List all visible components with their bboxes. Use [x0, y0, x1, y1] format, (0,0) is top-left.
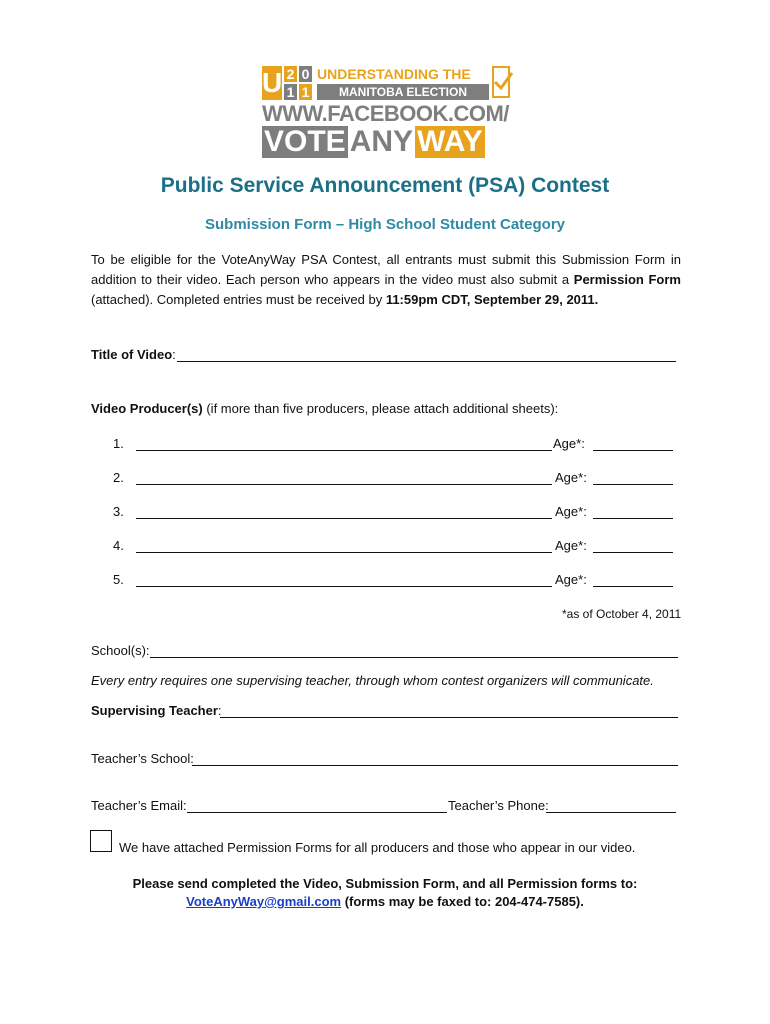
intro-text: (attached). Completed entries must be received by	[91, 292, 386, 307]
producer-number: 3.	[113, 504, 124, 519]
producer-name-field[interactable]	[136, 552, 552, 553]
permission-checkbox-label: We have attached Permission Forms for all producers and those who appear in our video.	[119, 840, 636, 855]
logo-digit: 1	[284, 84, 297, 100]
logo-line-understanding: UNDERSTANDING THE	[317, 66, 471, 82]
supervising-teacher-row	[91, 703, 222, 719]
checkmark-icon	[492, 66, 510, 98]
producer-age-field[interactable]	[593, 586, 673, 587]
page-title: Public Service Announcement (PSA) Contest	[160, 174, 610, 197]
teachers-school-field[interactable]	[192, 765, 678, 766]
footer-contact	[0, 894, 770, 909]
logo-u: U	[262, 67, 283, 98]
logo-any-part: ANY	[349, 125, 414, 158]
age-label: Age*:	[555, 504, 587, 519]
teachers-phone-label: Teacher’s Phone:	[448, 798, 549, 813]
producer-number: 4.	[113, 538, 124, 553]
teachers-email-field[interactable]	[187, 812, 447, 813]
producer-number: 2.	[113, 470, 124, 485]
producer-number: 1.	[113, 436, 124, 451]
colon: :	[172, 347, 176, 362]
email-link[interactable]: VoteAnyWay@gmail.com	[186, 894, 342, 909]
logo-vote-part: VOTE	[264, 125, 346, 158]
producer-age-field[interactable]	[593, 484, 673, 485]
page-subtitle: Submission Form – High School Student Category	[204, 216, 566, 233]
producer-age-field[interactable]	[593, 518, 673, 519]
intro-permission-form: Permission Form	[573, 272, 681, 287]
producer-name-field[interactable]	[136, 518, 552, 519]
age-label: Age*:	[555, 470, 587, 485]
producers-row	[91, 401, 558, 417]
producers-note: (if more than five producers, please attach additional sheets):	[202, 401, 559, 416]
fax-note: (forms may be faxed to: 204-474-7585).	[341, 894, 584, 909]
logo	[262, 66, 512, 158]
logo-digit: 0	[299, 66, 312, 82]
title-of-video-row	[91, 347, 176, 363]
producer-name-field[interactable]	[136, 484, 552, 485]
intro-text: To be eligible for the VoteAnyWay PSA Contest, all entrants must submit this Submission Form in addition to their video. Each person who appears in the video must also submit a	[91, 252, 681, 287]
producers-label: Video Producer(s)	[91, 401, 203, 416]
logo-line-election: MANITOBA ELECTION	[317, 84, 489, 100]
producer-number: 5.	[113, 572, 124, 587]
logo-digit: 2	[284, 66, 297, 82]
schools-field[interactable]	[150, 657, 678, 658]
footer-instructions: Please send completed the Video, Submission Form, and all Permission forms to:	[132, 876, 638, 891]
producer-age-field[interactable]	[593, 450, 673, 451]
producer-age-field[interactable]	[593, 552, 673, 553]
logo-url: WWW.FACEBOOK.COM/	[262, 101, 509, 126]
teachers-phone-field[interactable]	[546, 812, 676, 813]
teacher-note: Every entry requires one supervising teacher, through whom contest organizers will communicate.	[91, 673, 654, 688]
supervising-teacher-field[interactable]	[220, 717, 678, 718]
age-note: *as of October 4, 2011	[562, 607, 682, 621]
age-label: Age*:	[553, 436, 585, 451]
age-label: Age*:	[555, 572, 587, 587]
producer-name-field[interactable]	[136, 586, 552, 587]
schools-label: School(s):	[91, 643, 150, 658]
title-of-video-label: Title of Video	[91, 347, 173, 362]
age-label: Age*:	[555, 538, 587, 553]
logo-voteanyway	[262, 126, 512, 158]
producer-name-field[interactable]	[136, 450, 552, 451]
teachers-school-label: Teacher’s School:	[91, 751, 194, 766]
intro-deadline: 11:59pm CDT, September 29, 2011.	[385, 292, 599, 307]
supervising-teacher-label: Supervising Teacher	[91, 703, 218, 718]
colon: :	[217, 703, 222, 718]
teachers-email-label: Teacher’s Email:	[91, 798, 187, 813]
logo-digit: 1	[299, 84, 312, 100]
permission-forms-checkbox[interactable]	[90, 830, 112, 852]
logo-way-part: WAY	[417, 125, 483, 158]
title-of-video-field[interactable]	[177, 361, 676, 362]
intro-paragraph	[91, 250, 681, 310]
